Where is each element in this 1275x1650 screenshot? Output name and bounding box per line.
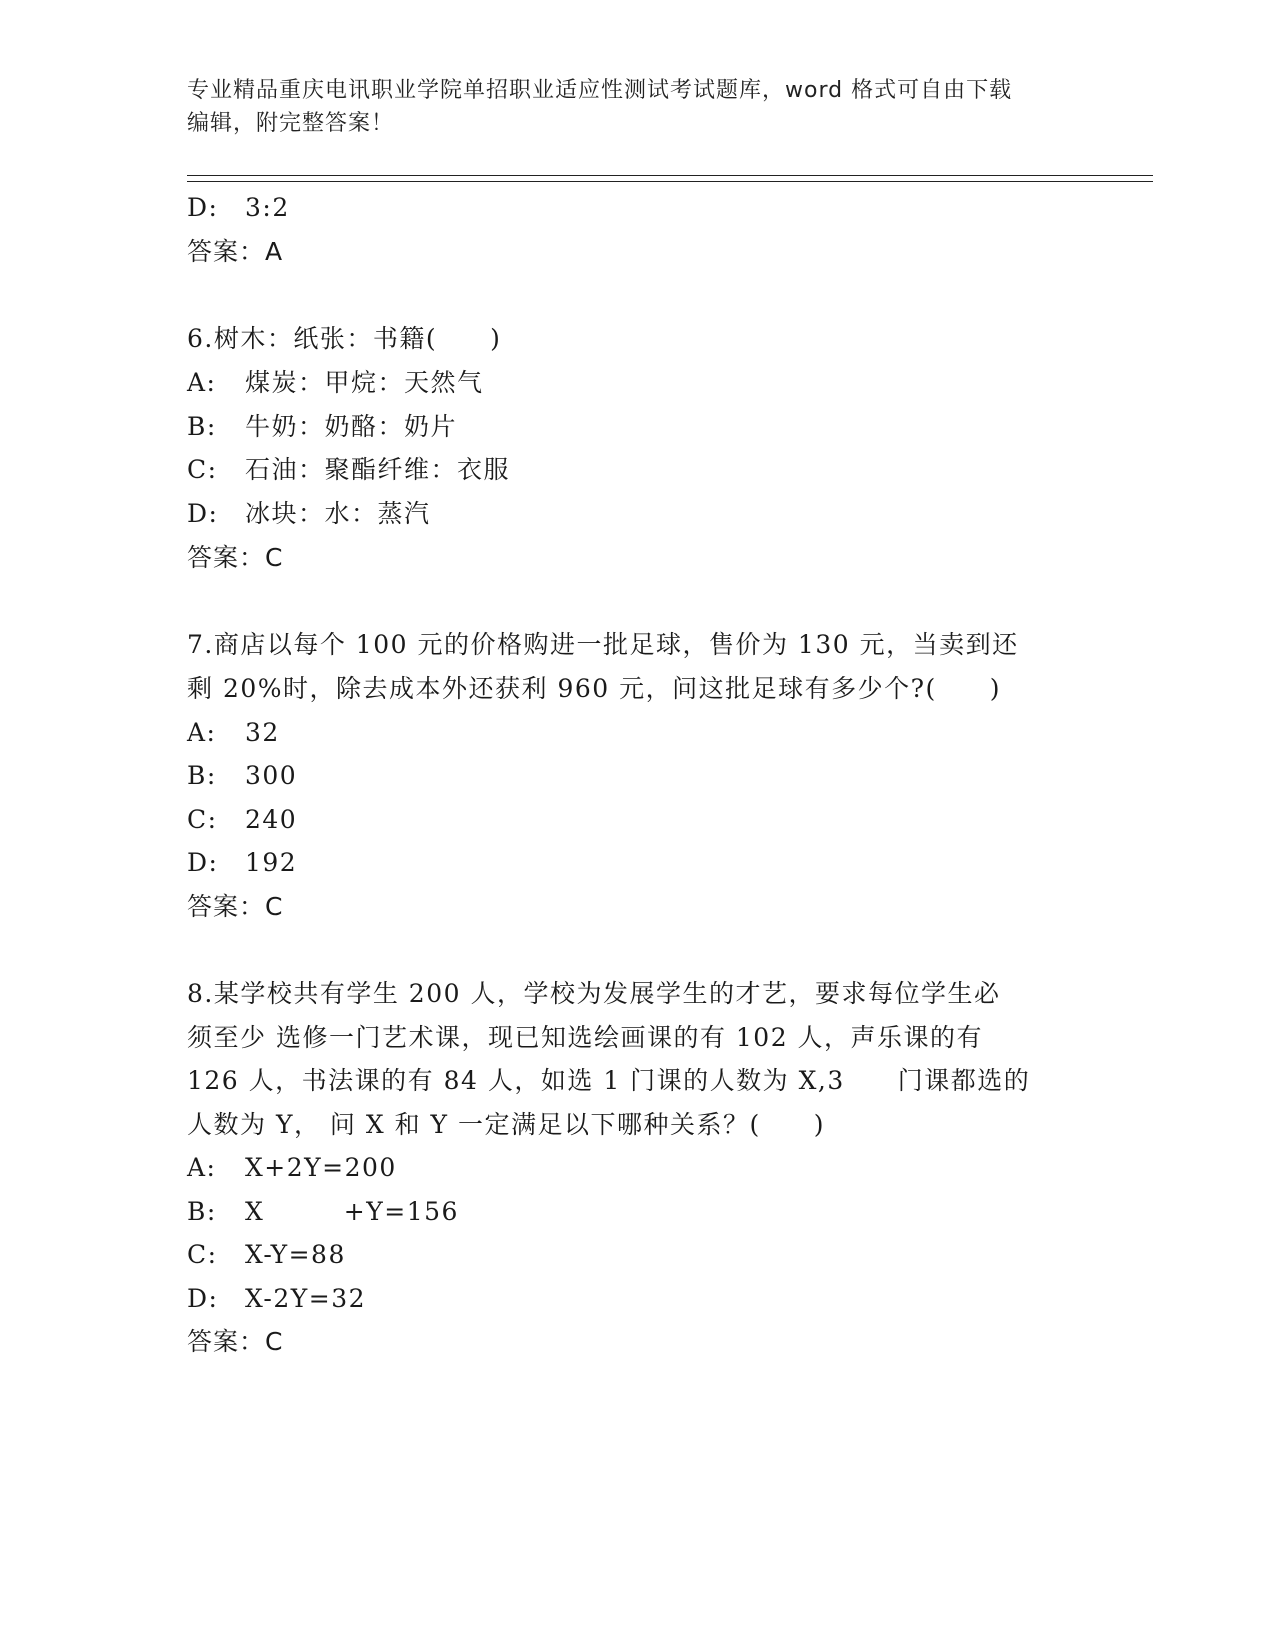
q6-option-b xyxy=(187,412,457,442)
option-text: 3:2 xyxy=(245,193,290,222)
option-text: X-Y=88 xyxy=(245,1240,346,1269)
option-text: X+2Y=200 xyxy=(245,1153,397,1182)
option-label: C: xyxy=(187,805,218,834)
q7-answer: 答案：C xyxy=(187,892,284,921)
option-label: C: xyxy=(187,455,218,484)
q7-option-c xyxy=(187,805,297,835)
option-text: X-2Y=32 xyxy=(245,1284,367,1313)
q6-option-a xyxy=(187,368,484,398)
header-line-2: 编辑，附完整答案！ xyxy=(187,111,395,136)
q8-option-c xyxy=(187,1240,346,1270)
option-label: D: xyxy=(187,1284,219,1313)
q8-stem-line-1: 8.某学校共有学生 200 人，学校为发展学生的才艺，要求每位学生必 xyxy=(187,979,1001,1008)
option-label: B: xyxy=(187,1197,217,1226)
option-text: 240 xyxy=(245,805,298,834)
header-rule-top xyxy=(187,175,1153,176)
q5-option-d xyxy=(187,193,290,223)
q6-option-d xyxy=(187,499,431,529)
q7-option-d xyxy=(187,848,297,878)
q8-option-d xyxy=(187,1284,366,1314)
q6-stem: 6.树木：纸张：书籍( ) xyxy=(187,324,502,353)
q5-answer: 答案：A xyxy=(187,237,284,266)
option-text: 冰块：水：蒸汽 xyxy=(245,499,431,528)
option-text: 32 xyxy=(245,718,280,747)
q7-stem-line-1: 7.商店以每个 100 元的价格购进一批足球，售价为 130 元，当卖到还 xyxy=(187,630,1019,659)
option-text: 石油：聚酯纤维：衣服 xyxy=(245,455,511,484)
option-text: 煤炭：甲烷：天然气 xyxy=(245,368,484,397)
option-label: D: xyxy=(187,499,219,528)
option-label: A: xyxy=(187,368,217,397)
option-text: X +Y=156 xyxy=(245,1197,459,1226)
option-text: 192 xyxy=(245,848,298,877)
header-rule-bottom xyxy=(187,181,1153,182)
option-label: B: xyxy=(187,412,217,441)
option-label: D: xyxy=(187,193,219,222)
q8-option-a xyxy=(187,1153,397,1183)
q7-option-a xyxy=(187,718,280,748)
q8-answer: 答案：C xyxy=(187,1327,284,1356)
q6-answer: 答案：C xyxy=(187,543,284,572)
document-header xyxy=(187,74,1067,140)
option-label: A: xyxy=(187,1153,217,1182)
q8-stem-line-2: 须至少 选修一门艺术课，现已知选绘画课的有 102 人，声乐课的有 xyxy=(187,1023,984,1052)
option-label: D: xyxy=(187,848,219,877)
q7-option-b xyxy=(187,761,297,791)
option-text: 300 xyxy=(245,761,298,790)
option-text: 牛奶：奶酪：奶片 xyxy=(245,412,458,441)
option-label: C: xyxy=(187,1240,218,1269)
q6-option-c xyxy=(187,455,510,485)
q8-stem-line-3: 126 人，书法课的有 84 人，如选 1 门课的人数为 X,3 门课都选的 xyxy=(187,1066,1031,1095)
q8-option-b xyxy=(187,1197,459,1227)
option-label: A: xyxy=(187,718,217,747)
option-label: B: xyxy=(187,761,217,790)
q8-stem-line-4: 人数为 Y， 问 X 和 Y 一定满足以下哪种关系？( ) xyxy=(187,1110,825,1139)
q7-stem-line-2: 剩 20%时，除去成本外还获利 960 元，问这批足球有多少个?( ) xyxy=(187,674,1002,703)
header-line-1: 专业精品重庆电讯职业学院单招职业适应性测试考试题库，word 格式可自由下载 xyxy=(187,78,1013,103)
